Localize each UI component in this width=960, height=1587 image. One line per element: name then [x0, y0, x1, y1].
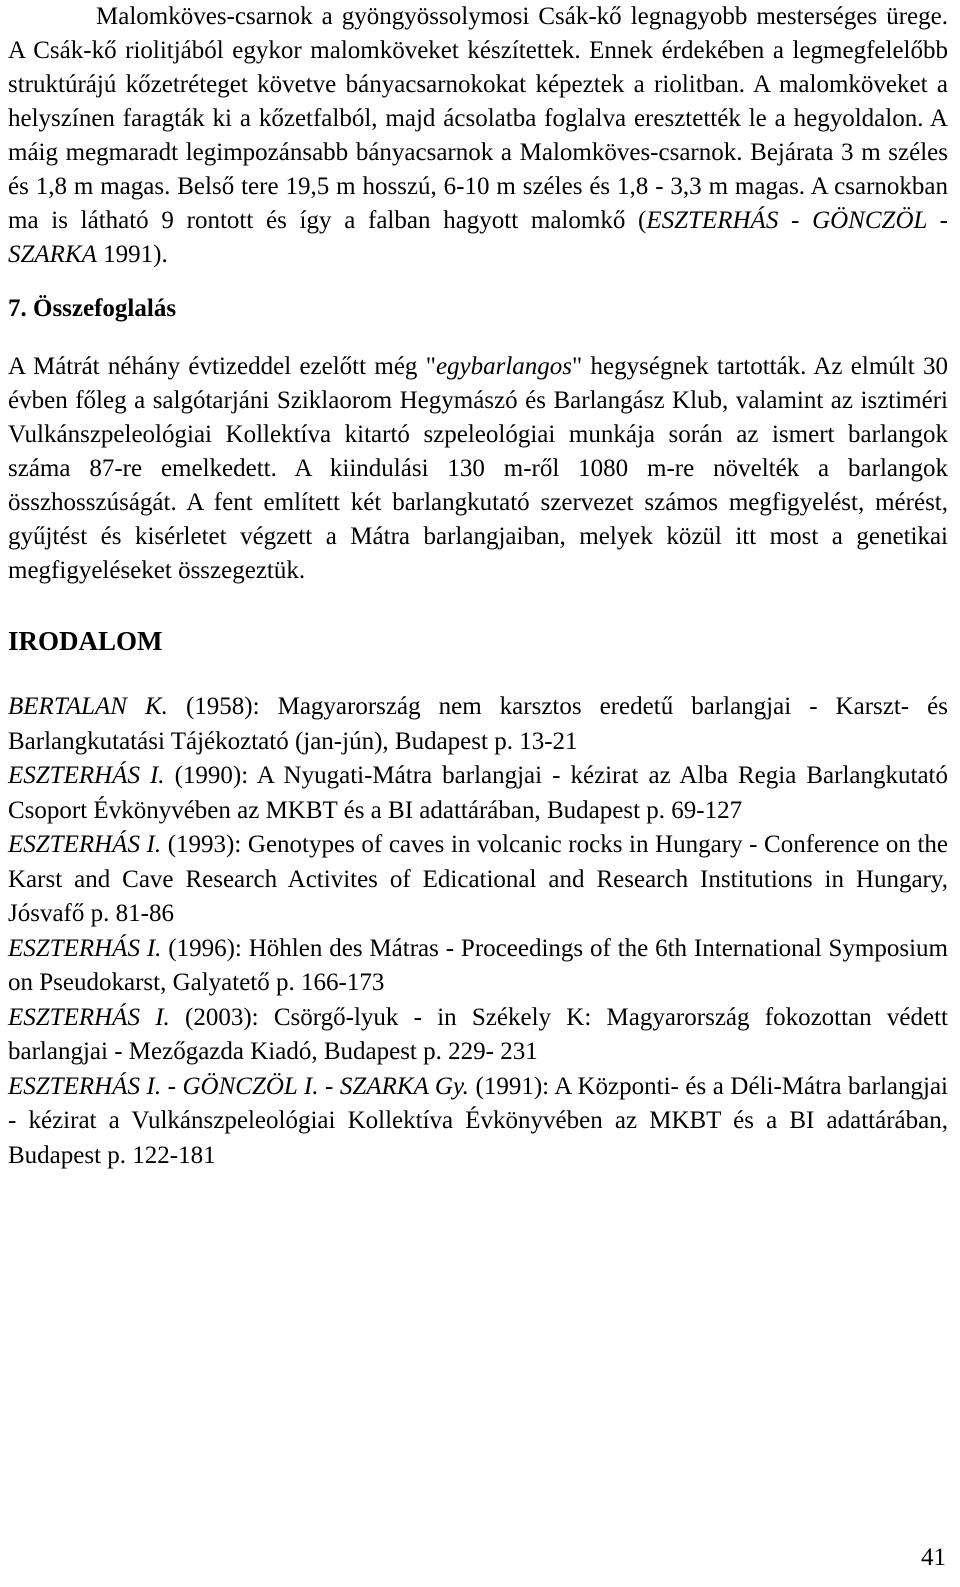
- reference-author: ESZTERHÁS I.: [8, 1003, 170, 1031]
- reference-text: (1993): Genotypes of caves in volcanic rocks in Hungary - Conference on the Karst and Cave Research Activites of Edicational and Research Institutions in Hungary, Jósvafő p. 81-86: [8, 831, 948, 927]
- reference-list: [8, 690, 948, 1173]
- intro-text: Malomköves-csarnok a gyöngyössolymosi Csák-kő legnagyobb mesterséges ürege. A Csák-kő riolitjából egykor malomköveket készítettek. Ennek érdekében a legmegfelelőbb struktúrájú kőzetréteget követve bányacsarnokokat képeztek a riolitban. A malomköveket a helyszínen faragták ki a kőzetfalból, majd ácsolatba foglalva eresztették le a hegyoldalon. A máig megmaradt legimpozánsabb bányacsarnok a Malomköves-csarnok. Bejárata 3 m széles és 1,8 m magas. Belső tere 19,5 m hosszú, 6-10 m széles és 1,8 - 3,3 m magas. A csarnokban ma is látható 9 rontott és így a falban hagyott malomkő (: [8, 3, 948, 234]
- reference-text: (1991): A Központi- és a Déli-Mátra barlangjai - kézirat a Vulkánszpeleológiai Kollektíva Évkönyvében az MKBT és a BI adattárában, Budapest p. 122-181: [8, 1072, 948, 1169]
- reference-text: (1958): Magyarország nem karsztos eredetű barlangjai - Karszt- és Barlangkutatási Tájékoztató (jan-jún), Budapest p. 13-21: [8, 693, 948, 755]
- reference-item: [8, 1070, 948, 1174]
- intro-paragraph: [8, 0, 948, 272]
- document-page: [8, 0, 948, 1173]
- reference-author: ESZTERHÁS I.: [8, 831, 162, 858]
- reference-item: [8, 690, 948, 759]
- summary-italic-term: egybarlangos: [435, 353, 573, 380]
- summary-text-rest: " hegységnek tartották. Az elmúlt 30 évben főleg a salgótarjáni Sziklaorom Hegymászó és Barlangász Klub, valamint az isztiméri Vulkánszpeleológiai Kollektíva kitartó szpeleológiai munkája során az ismert barlangok száma 87-re emelkedett. A kiindulási 130 m-ről 1080 m-re növelték a barlangok összhosszúságát. A fent említett két barlangkutató szervezet számos megfigyelést, mérést, gyűjtést és kisérletet végzett a Mátra barlangjaiban, melyek közül itt most a genetikai megfigyeléseket összegeztük.: [8, 353, 948, 584]
- intro-citation-authors: ESZTERHÁS - GÖNCZÖL - SZARKA: [8, 207, 948, 268]
- reference-author: ESZTERHÁS I. - GÖNCZÖL I. - SZARKA Gy.: [8, 1072, 469, 1100]
- reference-text: (1996): Höhlen des Mátras - Proceedings of the 6th International Symposium on Pseudokarst, Galyatető p. 166-173: [8, 934, 948, 996]
- reference-item: [8, 1001, 948, 1070]
- reference-item: [8, 932, 948, 1001]
- reference-text: (1990): A Nyugati-Mátra barlangjai - kézirat az Alba Regia Barlangkutató Csoport Évkönyvében az MKBT és a BI adattárában, Budapest p. 69-127: [8, 762, 948, 824]
- summary-text-start: A Mátrát néhány évtizeddel ezelőtt még ": [8, 353, 436, 380]
- reference-text: (2003): Csörgő-lyuk - in Székely K: Magyarország fokozottan védett barlangjai - Mezőgazda Kiadó, Budapest p. 229- 231: [8, 1003, 948, 1065]
- reference-author: BERTALAN K.: [8, 693, 168, 720]
- reference-item: [8, 828, 948, 932]
- intro-citation-year: 1991).: [96, 241, 168, 268]
- summary-paragraph: [8, 350, 948, 588]
- references-heading: IRODALOM: [8, 626, 163, 656]
- reference-item: [8, 759, 948, 828]
- section-heading-summary: 7. Összefoglalás: [8, 295, 177, 322]
- reference-author: ESZTERHÁS I.: [8, 762, 165, 789]
- reference-author: ESZTERHÁS I.: [8, 934, 162, 962]
- page-number: 41: [921, 1544, 946, 1571]
